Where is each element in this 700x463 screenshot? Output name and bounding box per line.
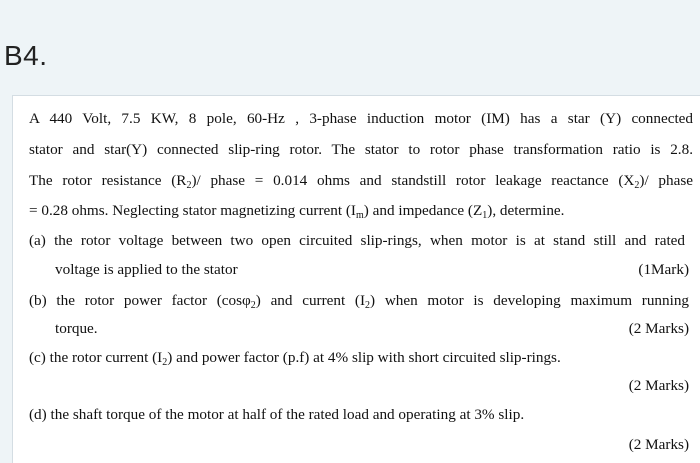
part-b-marks: (2 Marks): [628, 320, 689, 337]
im-subscript: m: [356, 210, 364, 221]
intro-line-3-text-c: )/ phase: [639, 172, 694, 189]
intro-line-3: [29, 172, 693, 190]
part-c-marks: (2 Marks): [628, 377, 689, 394]
part-c-i2-subscript: 2: [162, 357, 168, 368]
part-a-line-2: voltage is applied to the stator: [55, 261, 238, 278]
part-b-text-a: (b) the rotor power factor (cosφ: [29, 292, 251, 309]
part-c-line-1: [29, 349, 561, 367]
part-b-text-c: ) when motor is developing maximum running: [370, 292, 690, 309]
x2-subscript: 2: [634, 180, 640, 191]
part-d-marks: (2 Marks): [628, 436, 689, 453]
part-a-line-1: (a) the rotor voltage between two open circuited slip-rings, when motor is at stand still and rated: [29, 232, 685, 249]
intro-line-1: A 440 Volt, 7.5 KW, 8 pole, 60-Hz , 3-phase induction motor (IM) has a star (Y) connected: [29, 110, 693, 127]
part-b-line-2: torque.: [55, 320, 98, 337]
question-card: [12, 95, 700, 463]
phi2-subscript: 2: [250, 300, 256, 311]
r2-subscript: 2: [186, 180, 192, 191]
intro-line-4-text-c: ), determine.: [487, 202, 565, 219]
part-b-line-1: [29, 292, 689, 310]
i2-subscript: 2: [365, 300, 371, 311]
part-d-line-1: (d) the shaft torque of the motor at half of the rated load and operating at 3% slip.: [29, 406, 525, 423]
question-number: B4.: [4, 40, 48, 71]
part-a-marks: (1Mark): [638, 261, 689, 278]
intro-line-4-text-a: = 0.28 ohms. Neglecting stator magnetizing current (I: [29, 202, 356, 219]
part-b-text-b: ) and current (I: [255, 292, 366, 309]
intro-line-4-text-b: ) and impedance (Z: [363, 202, 483, 219]
z1-subscript: 1: [482, 210, 488, 221]
intro-line-3-text-b: )/ phase = 0.014 ohms and standstill rotor leakage reactance (X: [191, 172, 635, 189]
intro-line-4: [29, 202, 564, 220]
intro-line-2: stator and star(Y) connected slip-ring rotor. The stator to rotor phase transformation ratio is 2.8.: [29, 141, 693, 158]
part-c-text-a: (c) the rotor current (I: [29, 349, 163, 366]
intro-line-3-text-a: The rotor resistance (R: [29, 172, 187, 189]
part-c-text-b: ) and power factor (p.f) at 4% slip with short circuited slip-rings.: [167, 349, 561, 366]
